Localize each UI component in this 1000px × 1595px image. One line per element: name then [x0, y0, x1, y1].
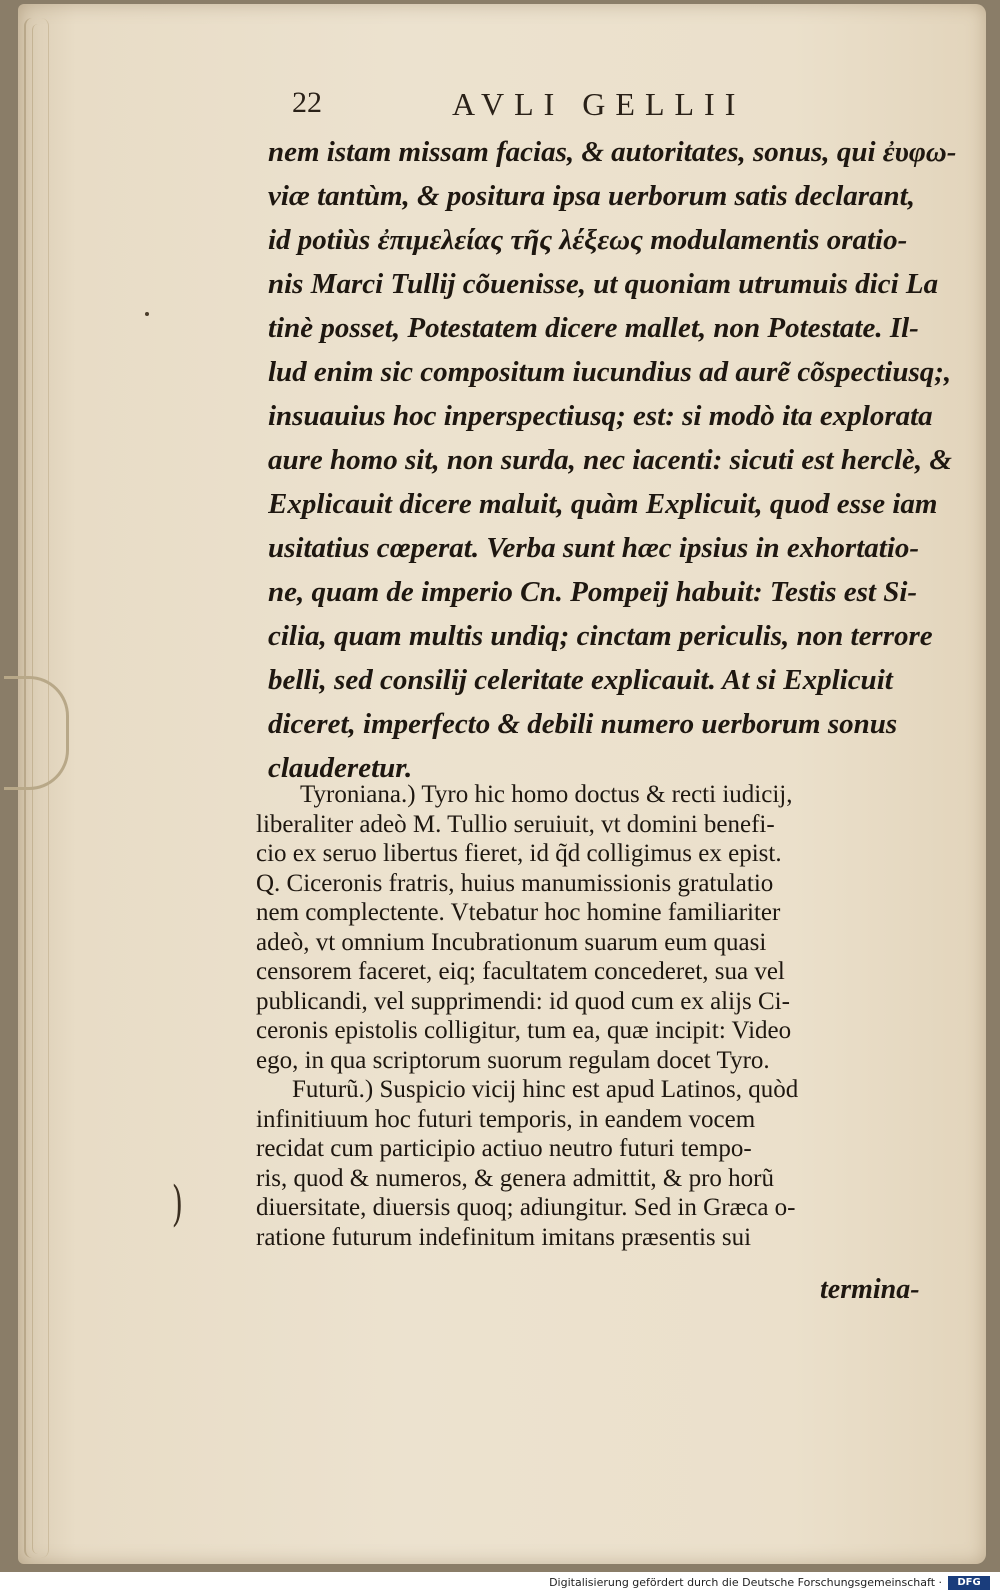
text-line: viæ tantùm, & positura ipsa uerborum satis declarant, [268, 180, 915, 212]
text-line: cilia, quam multis undiq; cinctam periculis, non terrore [268, 620, 933, 652]
text-line: cio ex seruo libertus fieret, id q̃d colligimus ex epist. [256, 840, 782, 867]
text-line: censorem faceret, eiq; facultatem concederet, sua vel [256, 958, 785, 985]
text-line: publicandi, vel supprimendi: id quod cum ex alijs Ci- [256, 987, 790, 1015]
commentary-text-block [256, 780, 946, 1252]
footer-bar [0, 1572, 1000, 1595]
text-line: insuauius hoc inperspectiusq; est: si modò ita explorata [268, 400, 933, 432]
text-line: usitatius cœperat. Verba sunt hæc ipsius in exhortatio- [268, 532, 920, 564]
page-header [282, 86, 802, 130]
text-line: ceronis epistolis colligitur, tum ea, quæ incipit: Video [256, 1017, 792, 1044]
catchword: termina- [820, 1274, 920, 1305]
text-line: liberaliter adeò M. Tullio seruiuit, vt domini benefi- [256, 810, 775, 838]
text-line: diceret, imperfecto & debili numero uerborum sonus [268, 708, 898, 740]
text-line: diuersitate, diuersis quoq; adiungitur. Sed in Græca o- [256, 1194, 796, 1221]
italic-text-block [268, 130, 958, 790]
margin-dot [145, 312, 149, 316]
page-clip-mark [4, 676, 69, 790]
margin-bracket-mark: ) [171, 1176, 183, 1232]
text-line: ratione futurum indefinitum imitans præsentis sui [256, 1223, 752, 1251]
text-line: ne, quam de imperio Cn. Pompeij habuit: Testis est Si- [268, 576, 918, 608]
text-line: nem istam missam facias, & autoritates, sonus, qui ἐυφω- [268, 136, 957, 168]
text-line: nis Marci Tullij cõuenisse, ut quoniam utrumuis dici La [268, 268, 939, 300]
text-line: adeò, vt omnium Incubrationum suarum eum quasi [256, 928, 767, 956]
text-line: lud enim sic compositum iucundius ad aurẽ cõspectiusq;, [268, 356, 952, 388]
text-line: ego, in qua scriptorum suorum regulam docet Tyro. [256, 1046, 770, 1074]
dfg-logo[interactable]: DFG [948, 1576, 990, 1590]
text-line: belli, sed consilij celeritate explicauit. At si Explicuit [268, 664, 893, 696]
folio-number: 22 [292, 86, 322, 119]
text-line: infinitiuum hoc futuri temporis, in eandem vocem [256, 1105, 756, 1133]
text-line: aure homo sit, non surda, nec iacenti: sicuti est herclè, & [268, 444, 952, 476]
text-line: Futurũ.) Suspicio vicij hinc est apud Latinos, quòd [292, 1076, 799, 1103]
text-line: recidat cum participio actiuo neutro futuri tempo- [256, 1135, 752, 1162]
funding-credit: Digitalisierung gefördert durch die Deutsche Forschungsgemeinschaft · [549, 1576, 942, 1589]
text-line: ris, quod & numeros, & genera admittit, & pro horũ [256, 1164, 774, 1192]
text-line: nem complectente. Vtebatur hoc homine familiariter [256, 899, 781, 926]
text-line: clauderetur. [268, 752, 413, 784]
text-line: Q. Ciceronis fratris, huius manumissionis gratulatio [256, 869, 774, 897]
text-line: tinè posset, Potestatem dicere mallet, non Potestate. Il- [268, 312, 919, 344]
running-title: AVLI GELLII [452, 86, 746, 122]
text-line: id potiùs ἐπιμελείας τῆς λέξεως modulamentis oratio- [268, 224, 908, 256]
text-line: Explicauit dicere maluit, quàm Explicuit, quod esse iam [268, 488, 938, 520]
text-line: Tyroniana.) Tyro hic homo doctus & recti iudicij, [300, 781, 793, 808]
